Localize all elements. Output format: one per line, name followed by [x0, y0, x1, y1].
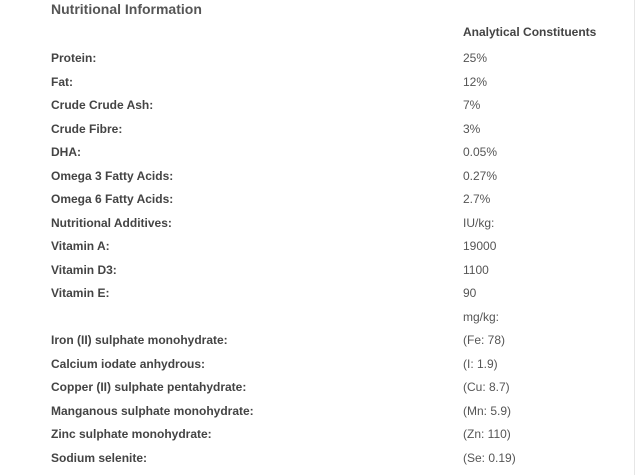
table-row — [51, 71, 611, 95]
table-row — [51, 329, 611, 353]
row-label: DHA: — [51, 145, 81, 159]
row-value: mg/kg: — [463, 309, 500, 324]
row-value: (Fe: 78) — [463, 333, 506, 347]
row-label: Crude Crude Ash: — [51, 98, 154, 112]
row-value: 1100 — [463, 262, 489, 277]
table-row — [51, 212, 611, 236]
row-label: Protein: — [51, 51, 97, 65]
row-label: Vitamin D3: — [51, 262, 117, 277]
table-row — [51, 423, 611, 447]
row-label: Zinc sulphate monohydrate: — [51, 427, 212, 441]
column-header: Analytical Constituents — [463, 25, 597, 39]
row-label: Iron (II) sulphate monohydrate: — [51, 333, 228, 347]
row-value: (Mn: 5.9) — [463, 403, 512, 418]
table-row — [51, 47, 611, 71]
row-label: Fat: — [51, 74, 73, 89]
table-row — [51, 235, 611, 259]
table-row — [51, 259, 611, 283]
section-title: Nutritional Information — [51, 1, 202, 17]
row-value: 19000 — [463, 239, 497, 253]
row-value: 0.27% — [463, 168, 498, 183]
row-label: Crude Fibre: — [51, 121, 123, 136]
table-row — [51, 118, 611, 142]
table-row — [51, 165, 611, 189]
table-row — [51, 353, 611, 377]
row-value: (Zn: 110) — [463, 427, 511, 441]
row-value: IU/kg: — [463, 215, 495, 230]
row-value: (I: 1.9) — [463, 356, 498, 371]
row-label: Copper (II) sulphate pentahydrate: — [51, 380, 247, 394]
row-value: 0.05% — [463, 145, 498, 159]
row-label: Nutritional Additives: — [51, 215, 172, 230]
row-label: Omega 3 Fatty Acids: — [51, 168, 174, 183]
row-value: 90 — [463, 286, 477, 300]
row-value: (Se: 0.19) — [463, 450, 516, 465]
row-label: Manganous sulphate monohydrate: — [51, 403, 254, 418]
row-value: 2.7% — [463, 192, 491, 206]
row-label: Vitamin A: — [51, 239, 110, 253]
table-row — [51, 447, 611, 471]
table-row — [51, 282, 611, 306]
table-row — [51, 94, 611, 118]
row-value: 25% — [463, 51, 488, 65]
row-value: (Cu: 8.7) — [463, 380, 510, 394]
row-value: 7% — [463, 98, 481, 112]
row-label: Sodium selenite: — [51, 450, 148, 465]
table-row — [51, 188, 611, 212]
row-label: Calcium iodate anhydrous: — [51, 356, 206, 371]
table-row — [51, 306, 611, 330]
row-label: Vitamin E: — [51, 286, 110, 300]
row-value: 12% — [463, 74, 488, 89]
table-row — [51, 376, 611, 400]
table-row — [51, 400, 611, 424]
row-value: 3% — [463, 121, 481, 136]
table-row — [51, 141, 611, 165]
row-label: Omega 6 Fatty Acids: — [51, 192, 174, 206]
nutrition-table — [51, 47, 611, 470]
